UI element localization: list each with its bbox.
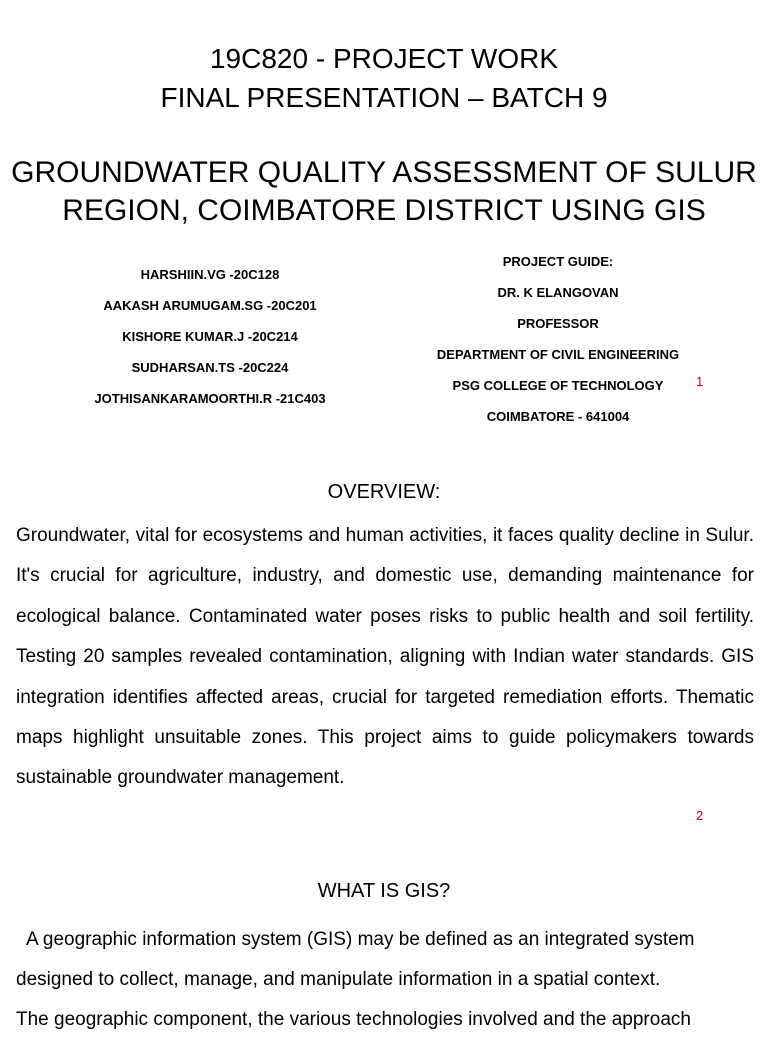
overview-heading: OVERVIEW:: [327, 481, 441, 503]
guide-city: COIMBATORE - 641004: [486, 409, 630, 424]
team-member: KISHORE KUMAR.J -20C214: [122, 329, 298, 344]
page-number: 2: [696, 808, 704, 823]
team-member: AAKASH ARUMUGAM.SG -20C201: [103, 298, 317, 313]
overview-paragraph: Groundwater, vital for ecosystems and human activities, it faces quality decline in Sulur. It's crucial for agriculture, industry, and domestic use, demanding maintenance for ecological balance. Contaminated water poses risks to public health and soil fertility. Testing 20 samples revealed contamination, aligning with Indian water standards. GIS integration identifies affected areas, crucial for targeted remediation efforts. Thematic maps highlight unsuitable zones. This project aims to guide policymakers towards sustainable groundwater management.: [16, 525, 754, 789]
team-member: SUDHARSAN.TS -20C224: [131, 360, 289, 375]
gis-line: The geographic component, the various technologies involved and the approach: [16, 1009, 691, 1030]
gis-heading: WHAT IS GIS?: [317, 880, 451, 902]
team-members-list: [60, 259, 360, 414]
project-title-line2: REGION, COIMBATORE DISTRICT USING GIS: [62, 194, 706, 227]
gis-line: A geographic information system (GIS) may be defined as an integrated system: [26, 929, 695, 950]
presentation-title: FINAL PRESENTATION – BATCH 9: [160, 82, 608, 113]
team-member: JOTHISANKARAMOORTHI.R -21C403: [94, 391, 326, 406]
project-guide-block: [408, 246, 708, 432]
page-number: 1: [696, 374, 704, 389]
team-member: HARSHIIN.VG -20C128: [140, 267, 280, 282]
guide-department: DEPARTMENT OF CIVIL ENGINEERING: [436, 347, 680, 362]
guide-heading: PROJECT GUIDE:: [502, 254, 614, 269]
guide-designation: PROFESSOR: [517, 316, 599, 331]
gis-paragraph: [16, 920, 756, 1040]
gis-line: designed to collect, manage, and manipulate information in a spatial context.: [16, 969, 661, 990]
project-title-line1: GROUNDWATER QUALITY ASSESSMENT OF SULUR: [11, 156, 757, 189]
guide-college: PSG COLLEGE OF TECHNOLOGY: [452, 378, 664, 393]
course-title: 19C820 - PROJECT WORK: [209, 43, 559, 74]
guide-name: DR. K ELANGOVAN: [497, 285, 619, 300]
